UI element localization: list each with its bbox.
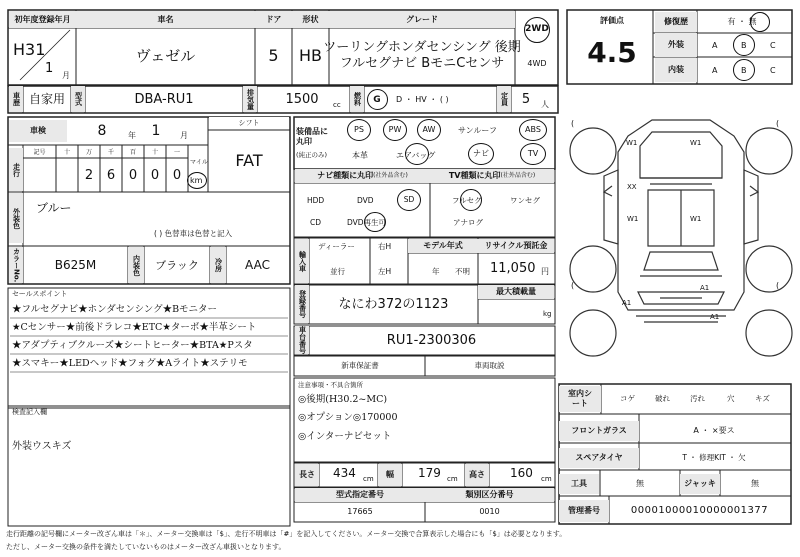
tv-analog: アナログ (453, 218, 483, 227)
windshield-label: フロントガラス (559, 421, 639, 441)
spare-tire-value: T ・ 修理KIT ・ 欠 (682, 453, 746, 463)
color-no-label: カラーNo. (9, 247, 23, 283)
repaint-note: ( ) 色替車は色替と記入 (154, 229, 233, 238)
model-year-unit: 年 (432, 267, 440, 276)
mileage-unit-1: 万 (85, 149, 92, 156)
note-2: ◎インターナビセット (298, 431, 392, 442)
model-label: 型式 (71, 86, 85, 112)
model: DBA-RU1 (134, 91, 194, 107)
note-1: ◎オプション◎170000 (298, 412, 398, 423)
equip-leather: 本革 (352, 151, 368, 160)
int-grade-a: A (712, 66, 718, 75)
equip-navi-circle (468, 143, 494, 165)
tools-label: 工具 (559, 474, 599, 494)
first-reg-label: 初年度登録年月 (9, 11, 76, 28)
height-label: 高さ (465, 464, 489, 486)
seat-yabure: 破れ (655, 394, 670, 403)
type-number-value: 17665 (347, 507, 373, 516)
ext-grade-c: C (770, 41, 776, 50)
repair-options: 有 ・ 無 (727, 17, 757, 26)
usage-label: 車歴 (9, 86, 23, 112)
ac-label: 冷房 (210, 247, 226, 283)
width-label: 幅 (378, 464, 402, 486)
exterior-color-label: 外装色 (9, 193, 23, 243)
equip-tv-circle (520, 143, 546, 165)
mile-label: マイル (190, 159, 208, 166)
sales-line-2: ★アダプティブクルーズ★シートヒーター★BTA★Pスタ (12, 340, 253, 351)
mileage-unit-5: 一 (173, 149, 180, 156)
sales-line-3: ★スマキー★LEDヘッド★フォグ★Aライト★ステリモ (12, 358, 248, 369)
navi-hdd: HDD (307, 196, 325, 205)
ext-grade-a: A (712, 41, 718, 50)
mileage-digit-2: 6 (106, 167, 116, 183)
class-number-label: 類別区分番号 (425, 488, 554, 502)
mileage-digit-1: 2 (84, 167, 94, 183)
mark-w1-a: W1 (626, 139, 638, 147)
shape: HB (298, 46, 322, 65)
usage: 自家用 (28, 92, 65, 106)
ext-grade-circle (733, 34, 755, 56)
int-grade-b: B (741, 66, 747, 75)
length-label: 長さ (295, 464, 319, 486)
drive-2wd-circle (524, 17, 550, 43)
year-value: H31 (13, 40, 46, 59)
equip-navi: ナビ (473, 149, 489, 158)
equipment-label: 装備品に丸印 (296, 127, 328, 146)
color-no-value: B625M (54, 258, 97, 272)
mark-a1-a: A1 (700, 284, 710, 292)
class-number-value: 0010 (479, 507, 500, 516)
exterior-grade-label: 外装 (655, 33, 697, 57)
tv-fullseg: フルセグ (452, 196, 482, 205)
inspection-month: 1 (151, 123, 161, 139)
mark-a1-c: A1 (710, 313, 720, 321)
inspection-year-unit: 年 (128, 131, 136, 140)
management-label: 管理番号 (559, 500, 609, 522)
shift-value: FAT (235, 151, 263, 170)
int-grade-c: C (770, 66, 776, 75)
score-value: 4.5 (587, 36, 637, 69)
inspector-label: 検査記入欄 (12, 408, 47, 416)
sales-line-1: ★Cセンサー★前後ドラレコ★ETC★ターボ★半革シート (12, 322, 257, 333)
tv-fullseg-circle (460, 189, 482, 211)
capacity-label: 定員 (497, 86, 511, 112)
mileage-digit-3: 0 (128, 167, 138, 183)
grade-label: グレード (329, 11, 515, 28)
seat-yogore: 汚れ (690, 394, 705, 403)
length-cm: cm (363, 475, 374, 483)
repair-label: 修復歴 (655, 12, 697, 32)
sales-points-label: セールスポイント (12, 290, 68, 298)
mark-w1-c: W1 (627, 215, 639, 223)
displacement-label: 排気量 (243, 86, 257, 112)
inspection-year: 8 (97, 123, 107, 139)
mark-a1-b: A1 (622, 299, 632, 307)
windshield-value: A ・ ×要ス (693, 426, 735, 435)
max-load-kg: kg (543, 310, 552, 318)
shift-label: シフト (209, 117, 289, 129)
equip-abs-circle (519, 119, 547, 141)
int-grade-circle (733, 59, 755, 81)
navi-sd-circle (397, 189, 421, 211)
navi-dvd-play-circle (364, 212, 386, 232)
capacity-unit: 人 (541, 100, 549, 109)
km-circle (187, 172, 207, 189)
import-left-h: 左H (378, 267, 392, 276)
wheel-mark-4: ( (776, 281, 780, 290)
mark-w1-d: W1 (690, 215, 702, 223)
jack-label: ジャッキ (680, 474, 720, 494)
navi-cd: CD (310, 218, 322, 227)
car-name: ヴェゼル (135, 46, 196, 65)
capacity: 5 (521, 91, 531, 107)
mileage-symbol-label: 記号 (33, 149, 46, 156)
navi-dvd: DVD (357, 196, 374, 205)
month-value: 1 (45, 61, 54, 76)
chassis-value: RU1-2300306 (386, 332, 477, 348)
wheel-mark-2: ( (776, 119, 780, 128)
footer-line-1: 走行距離の記号欄にメーター改ざん車は「＊」、メーター交換車は「$」、走行不明車は「#」を記入してください。メーター交換で合算表示した場合にも「$」は必要となります。 (6, 530, 567, 538)
import-right-h: 右H (378, 242, 392, 251)
equip-aw: AW (422, 125, 436, 134)
mileage-unit-2: 千 (107, 149, 114, 156)
inspection-label: 車検 (9, 120, 67, 142)
new-warranty: 新車保証書 (341, 361, 379, 371)
recycle-label: リサイクル預託金 (478, 239, 554, 253)
interior-color-value: ブラック (155, 258, 199, 272)
model-year-label: モデル年式 (408, 239, 478, 253)
mileage-unit-4: 十 (151, 149, 158, 156)
tv-type-label (430, 169, 554, 183)
max-load-label: 最大積載量 (478, 285, 554, 299)
car-name-label: 車名 (76, 11, 255, 28)
import-parallel: 並行 (330, 267, 345, 276)
cc-unit: cc (333, 101, 341, 109)
height-cm: cm (541, 475, 552, 483)
mark-xx: XX (627, 183, 637, 191)
navi-dvd-play: DVD再生可 (347, 218, 387, 227)
footer-line-2: ただし、メーター交換の条件を満たしていないものはメーター改ざん車扱いとなります。 (6, 543, 286, 551)
fuel-g: G (373, 94, 381, 105)
management-value: 00001000010000001377 (630, 505, 769, 516)
spare-tire-label: スペアタイヤ (559, 448, 639, 468)
month-unit: 月 (62, 71, 70, 80)
chassis-label: 車台番号 (295, 326, 309, 354)
equip-ps-circle (347, 119, 371, 141)
width-cm: cm (447, 475, 458, 483)
ext-grade-b: B (741, 41, 747, 50)
seat-koge: コゲ (620, 394, 635, 403)
repair-circle (750, 12, 770, 32)
equip-sunroof: サンルーフ (458, 126, 497, 135)
recycle-value: 11,050 (490, 261, 536, 276)
navi-type-sub: (社外品含む) (373, 172, 408, 179)
tv-type-sub: (社外品含む) (500, 172, 536, 179)
recycle-yen: 円 (541, 267, 549, 276)
model-year-unknown: 不明 (455, 267, 470, 276)
interior-color-label: 内装色 (128, 247, 144, 283)
fuel-g-circle (367, 89, 388, 110)
length-value: 434 (333, 466, 356, 480)
navi-sd: SD (403, 195, 415, 205)
wheel-mark-3: ( (571, 281, 575, 290)
jack-value: 無 (751, 479, 759, 488)
seat-kizu: キズ (755, 394, 770, 403)
displacement: 1500 (285, 91, 319, 107)
equip-pw-circle (383, 119, 407, 141)
tv-type-text: TV種類に丸印 (448, 171, 501, 180)
fuel-label: 燃料 (350, 86, 364, 112)
equipment-sub: (純正のみ) (296, 151, 328, 159)
equip-airbag-circle (405, 143, 429, 165)
tools-value: 無 (636, 479, 644, 488)
equip-aw-circle (417, 119, 441, 141)
mileage-label: 走行 (9, 148, 23, 191)
grade-line1: ツーリングホンダセンシング 後期 (323, 40, 521, 55)
doors: 5 (268, 46, 279, 65)
vehicle-manual: 車両取説 (474, 361, 505, 371)
note-0: ◎後期(H30.2~MC) (298, 394, 388, 405)
equip-pw: PW (388, 125, 402, 134)
registration-label: 登録番号 (295, 285, 309, 323)
mileage-unit-0: 十 (63, 149, 70, 156)
seat-ana: 穴 (727, 394, 735, 403)
inspector-text: 外装ウスキズ (12, 441, 72, 452)
ac-value: AAC (245, 258, 270, 272)
mileage-digit-5: 0 (172, 167, 182, 183)
equip-airbag: エアバッグ (396, 151, 436, 160)
wheel-mark-1: ( (571, 119, 575, 128)
interior-seat-label: 室内シート (559, 386, 601, 412)
exterior-color-value: ブルー (36, 201, 72, 215)
height-value: 160 (510, 466, 533, 480)
fuel-options: D ・ HV ・ ( ) (396, 95, 449, 104)
equip-abs: ABS (525, 125, 541, 134)
mark-w1-b: W1 (690, 139, 702, 147)
km-label: km (190, 176, 203, 185)
width-value: 179 (418, 466, 441, 480)
mileage-digit-0 (56, 160, 78, 190)
navi-type-label (295, 169, 430, 183)
sales-line-0: ★フルセグナビ★ホンダセンシング★Bモニター (12, 304, 218, 315)
drive-4wd: 4WD (527, 59, 547, 68)
shape-label: 形状 (292, 11, 329, 28)
registration-value: なにわ372の1123 (338, 296, 449, 312)
navi-type-text: ナビ種類に丸印 (317, 171, 374, 180)
import-label: 輸入車 (295, 239, 309, 283)
grade-line2: フルセグナビ BモニCセンサ (339, 56, 505, 71)
mileage-unit-3: 百 (129, 149, 136, 156)
import-dealer: ディーラー (318, 242, 355, 251)
equip-ps: PS (354, 125, 364, 134)
interior-grade-label: 内装 (655, 58, 697, 82)
door-label: ドア (255, 11, 292, 28)
drive-2wd: 2WD (525, 23, 549, 34)
type-number-label: 型式指定番号 (295, 488, 425, 502)
equip-tv: TV (527, 149, 539, 158)
score-label: 評価点 (600, 16, 624, 25)
tv-oneseg: ワンセグ (510, 196, 540, 205)
inspection-month-unit: 月 (180, 131, 188, 140)
notes-label: 注意事項・不具合箇所 (298, 381, 363, 389)
mileage-digit-4: 0 (150, 167, 160, 183)
